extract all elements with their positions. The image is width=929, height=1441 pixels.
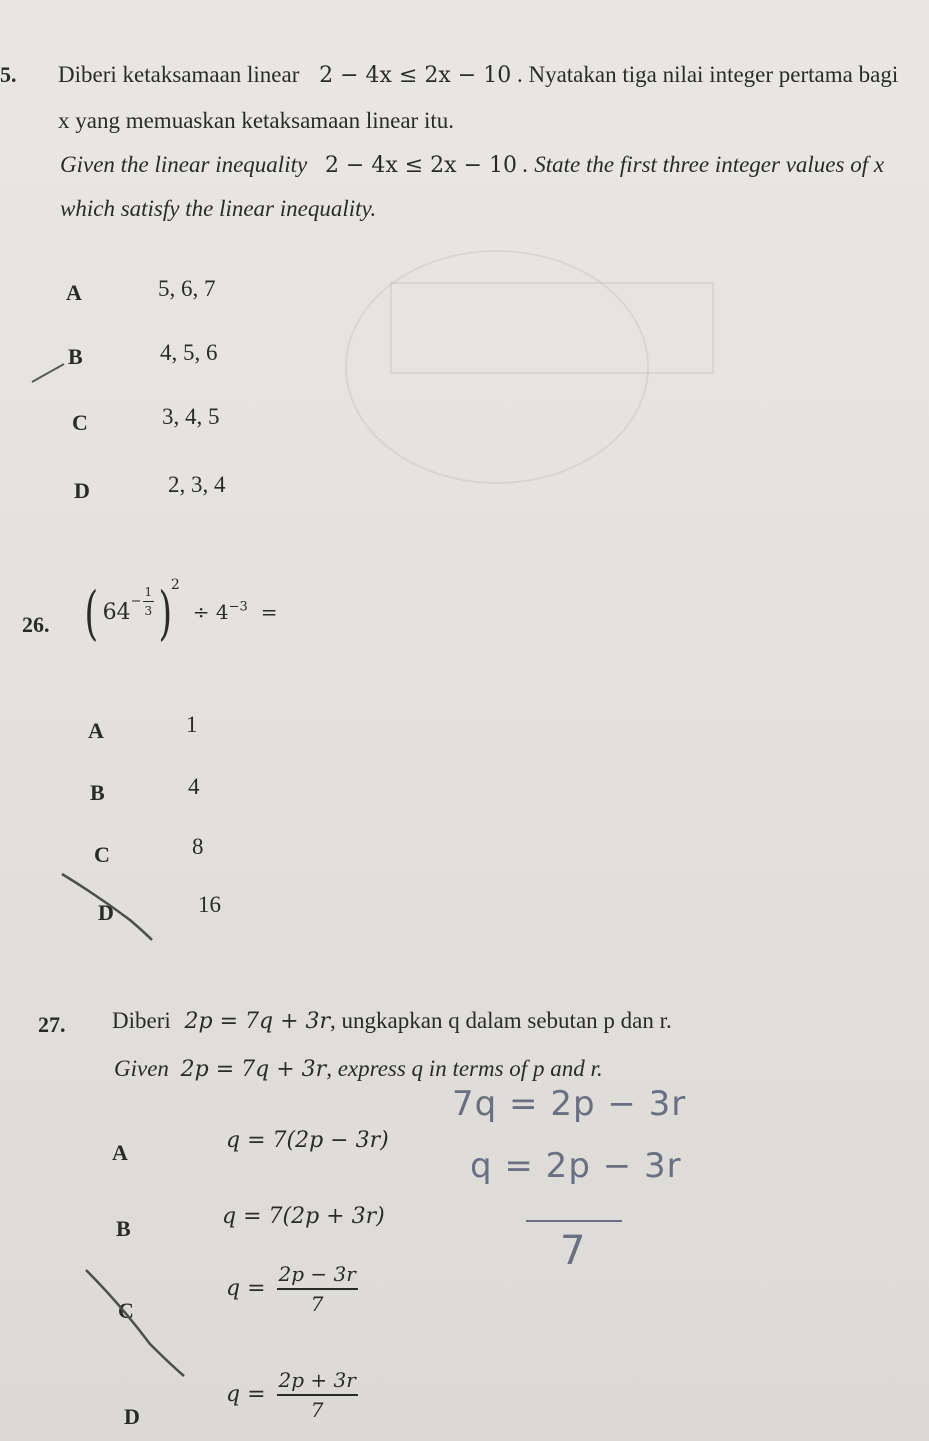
left-paren: ( (84, 579, 99, 647)
question-text-english (60, 152, 884, 178)
question-number: 5. (0, 62, 17, 87)
pen-tick-mark (28, 358, 68, 388)
option-text[interactable]: 4 (188, 774, 200, 799)
option-text[interactable]: q = 7(2p + 3r) (222, 1204, 385, 1229)
equation: 2p = 7q + 3r (184, 1009, 331, 1034)
exp-num: 1 (143, 585, 155, 602)
option-label[interactable]: A (88, 718, 104, 743)
fraction-numerator: 2p − 3r (277, 1262, 358, 1290)
malay-b: , ungkapkan q dalam sebutan p dan r. (330, 1008, 672, 1033)
option-text[interactable]: 2, 3, 4 (168, 472, 226, 497)
pen-answer-mark (80, 1264, 200, 1384)
question-number: 26. (22, 612, 50, 637)
bleed-through-rect (390, 282, 714, 374)
option-text[interactable]: q = 7(2p − 3r) (226, 1128, 389, 1153)
option-label[interactable]: C (94, 842, 110, 867)
option-text[interactable]: 16 (198, 892, 221, 917)
option-label[interactable]: B (68, 344, 83, 369)
question-text-malay (58, 62, 898, 88)
equals-sign: = (260, 600, 278, 624)
divide-exponent: −3 (228, 599, 248, 615)
inequality-english: 2 − 4x ≤ 2x − 10 (324, 153, 517, 178)
handwritten-working-line2: q = 2p − 3r (470, 1146, 682, 1186)
pen-answer-mark (58, 868, 158, 948)
question-text-malay (112, 1008, 672, 1034)
malay-text-a: Diberi ketaksamaan linear (58, 62, 300, 87)
english-a: Given (114, 1056, 169, 1081)
fraction-lhs: q = (226, 1276, 266, 1301)
fraction-lhs: q = (226, 1382, 266, 1407)
question-text-malay-line2: x yang memuaskan ketaksamaan linear itu. (58, 108, 454, 133)
exp-sign: − (130, 593, 142, 609)
option-fraction[interactable] (226, 1368, 358, 1422)
option-label[interactable]: D (124, 1404, 140, 1429)
fraction-denominator: 7 (310, 1398, 324, 1422)
handwritten-fraction-bar (526, 1220, 622, 1222)
english-text-a: Given the linear inequality (60, 152, 308, 177)
inner-exponent (130, 584, 155, 618)
option-label[interactable]: C (72, 410, 88, 435)
option-text[interactable]: 5, 6, 7 (158, 276, 216, 301)
question-number: 27. (38, 1012, 66, 1037)
outer-exponent: 2 (170, 576, 180, 593)
handwritten-working-line1: 7q = 2p − 3r (452, 1084, 687, 1124)
exponent-expression (80, 576, 278, 647)
option-text[interactable]: 1 (186, 712, 198, 737)
divide-term: ÷ 4 (192, 600, 229, 624)
option-label[interactable]: B (116, 1216, 131, 1241)
option-label[interactable]: C (118, 1298, 134, 1323)
handwritten-working-line3: 7 (560, 1228, 587, 1274)
malay-text-b: . Nyatakan tiga nilai integer pertama bagi (516, 62, 899, 87)
option-text[interactable]: 4, 5, 6 (160, 340, 218, 365)
fraction-numerator: 2p + 3r (277, 1368, 358, 1396)
fraction-denominator: 7 (310, 1292, 324, 1316)
option-label[interactable]: B (90, 780, 105, 805)
english-text-b: . State the first three integer values of x (522, 152, 885, 177)
option-text[interactable]: 3, 4, 5 (162, 404, 220, 429)
right-paren: ) (158, 579, 173, 647)
option-fraction[interactable] (226, 1262, 358, 1316)
equation-english: 2p = 7q + 3r (180, 1057, 327, 1082)
base: 64 (102, 600, 131, 625)
question-text-english-line2: which satisfy the linear inequality. (60, 196, 377, 221)
option-label[interactable]: D (98, 900, 114, 925)
malay-a: Diberi (112, 1008, 171, 1033)
option-label[interactable]: A (66, 280, 82, 305)
option-label[interactable]: A (112, 1140, 128, 1165)
exp-den: 3 (144, 603, 153, 618)
inequality: 2 − 4x ≤ 2x − 10 (319, 63, 512, 88)
option-label[interactable]: D (74, 478, 90, 503)
question-text-english (114, 1056, 603, 1082)
option-text[interactable]: 8 (192, 834, 204, 859)
english-b: , express q in terms of p and r. (326, 1056, 603, 1081)
